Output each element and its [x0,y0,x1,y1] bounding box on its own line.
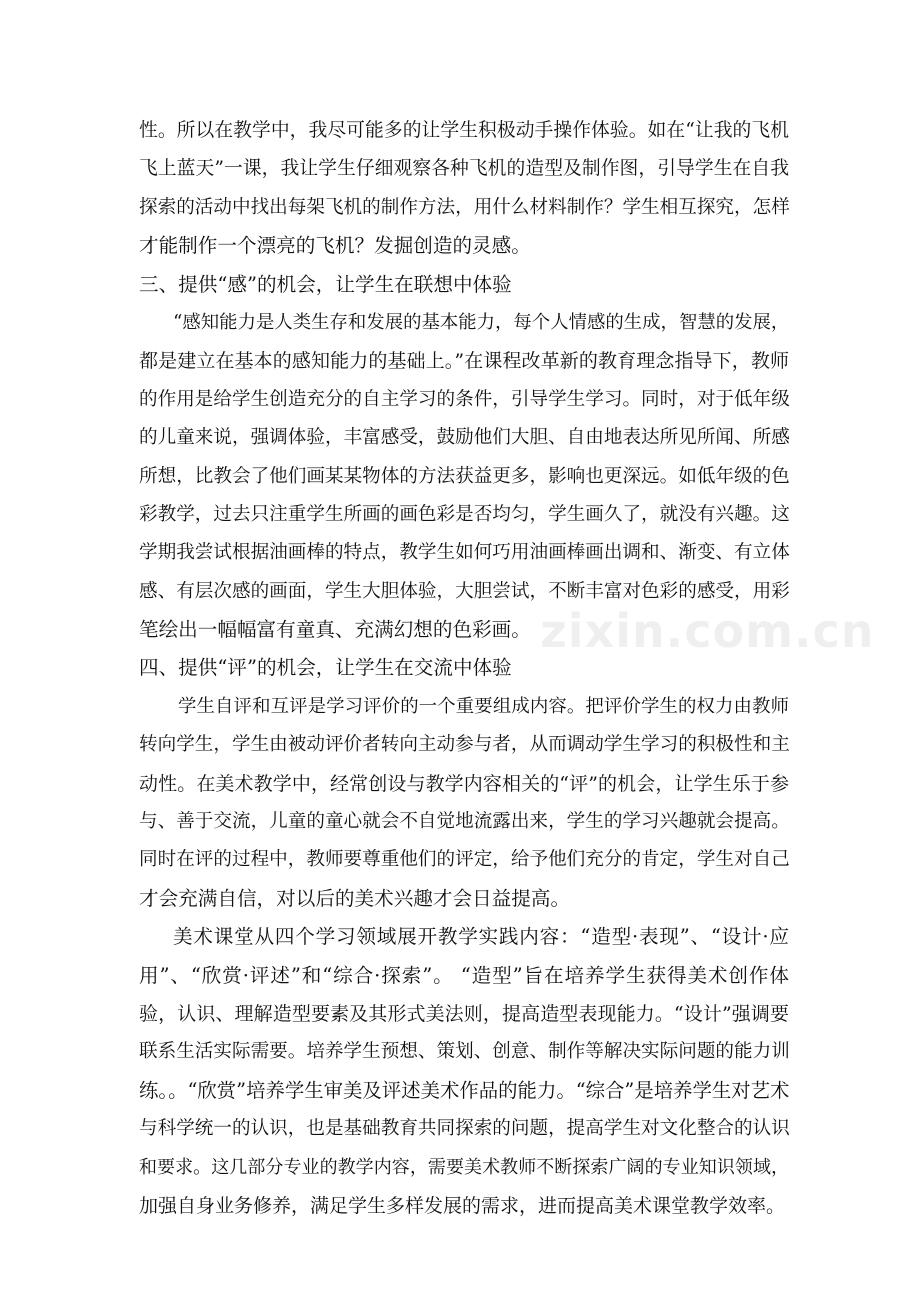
body-line: 联系生活实际需要。培养学生预想、策划、创意、制作等解决实际问题的能力训 [139,1041,790,1063]
document-body [139,112,789,1225]
body-line: 动性。在美术教学中，经常创设与教学内容相关的“评”的机会，让学生乐于参 [139,772,789,795]
body-line: “感知能力是人类生存和发展的基本能力，每个人情感的生成，智慧的发展， [173,311,790,333]
body-line: 用”、“欣赏·评述”和“综合·探索”。 “造型”旨在培养学生获得美术创作体 [139,963,789,987]
watermark: zixin.com.cn [540,604,875,658]
body-line: 美术课堂从四个学习领域展开教学实践内容：“造型·表现”、“设计·应 [173,925,789,949]
body-line: 与、善于交流，儿童的童心就会不自觉地流露出来，学生的学习兴趣就会提高。 [139,811,790,833]
body-line: 加强自身业务修养，满足学生多样发展的需求，进而提高美术课堂教学效率。 [139,1194,786,1217]
body-line: 同时在评的过程中，教师要尊重他们的评定，给予他们充分的肯定，学生对自己 [139,849,790,871]
section-heading: 三、提供“感”的机会，让学生在联想中体验 [139,272,512,296]
body-line: 感、有层次感的画面，学生大胆体验，大胆尝试，不断丰富对色彩的感受，用彩 [139,580,790,602]
body-line: 学生自评和互评是学习评价的一个重要组成内容。把评价学生的权力由教师 [178,695,789,717]
body-line: 与科学统一的认识，也是基础教育共同探索的问题，提高学生对文化整合的认识 [139,1118,790,1140]
body-line: 探索的活动中找出每架飞机的制作方法，用什么材料制作？学生相互探究，怎样 [139,196,790,218]
body-line: 才能制作一个漂亮的飞机？发掘创造的灵感。 [139,234,531,258]
body-line: 转向学生，学生由被动评价者转向主动参与者，从而调动学生学习的积极性和主 [139,734,790,756]
body-line: 飞上蓝天”一课，我让学生仔细观察各种飞机的造型及制作图，引导学生在自我 [139,158,789,180]
body-line: 的作用是给学生创造充分的自主学习的条件，引导学生学习。同时，对于低年级 [139,388,790,410]
body-line: 学期我尝试根据油画棒的特点，教学生如何巧用油画棒画出调和、渐变、有立体 [139,542,790,564]
body-line: 的儿童来说，强调体验，丰富感受，鼓励他们大胆、自由地表达所见所闻、所感 [139,427,790,449]
body-line: 验，认识、理解造型要素及其形式美法则，提高造型表现能力。“设计”强调要 [139,1002,789,1025]
body-line: 才会充满自信，对以后的美术兴趣才会日益提高。 [139,886,571,910]
body-line: 彩教学，过去只注重学生所画的画色彩是否均匀，学生画久了，就没有兴趣。这 [139,503,790,525]
body-line: 都是建立在基本的感知能力的基础上。”在课程改革新的教育理念指导下，教师 [139,350,789,373]
body-line: 练。。“欣赏”培养学生审美及评述美术作品的能力。“综合”是培养学生对艺术 [139,1078,790,1102]
body-line: 性。所以在教学中，我尽可能多的让学生积极动手操作体验。如在“让我的飞机 [139,120,789,141]
body-line: 所想，比教会了他们画某某物体的方法获益更多，影响也更深远。如低年级的色 [139,465,790,487]
section-heading: 四、提供“评”的机会，让学生在交流中体验 [139,656,512,680]
body-line: 和要求。这几部分专业的教学内容，需要美术教师不断探索广阔的专业知识领域， [139,1156,789,1178]
body-line: 笔绘出一幅幅富有童真、充满幻想的色彩画。 [139,618,531,642]
